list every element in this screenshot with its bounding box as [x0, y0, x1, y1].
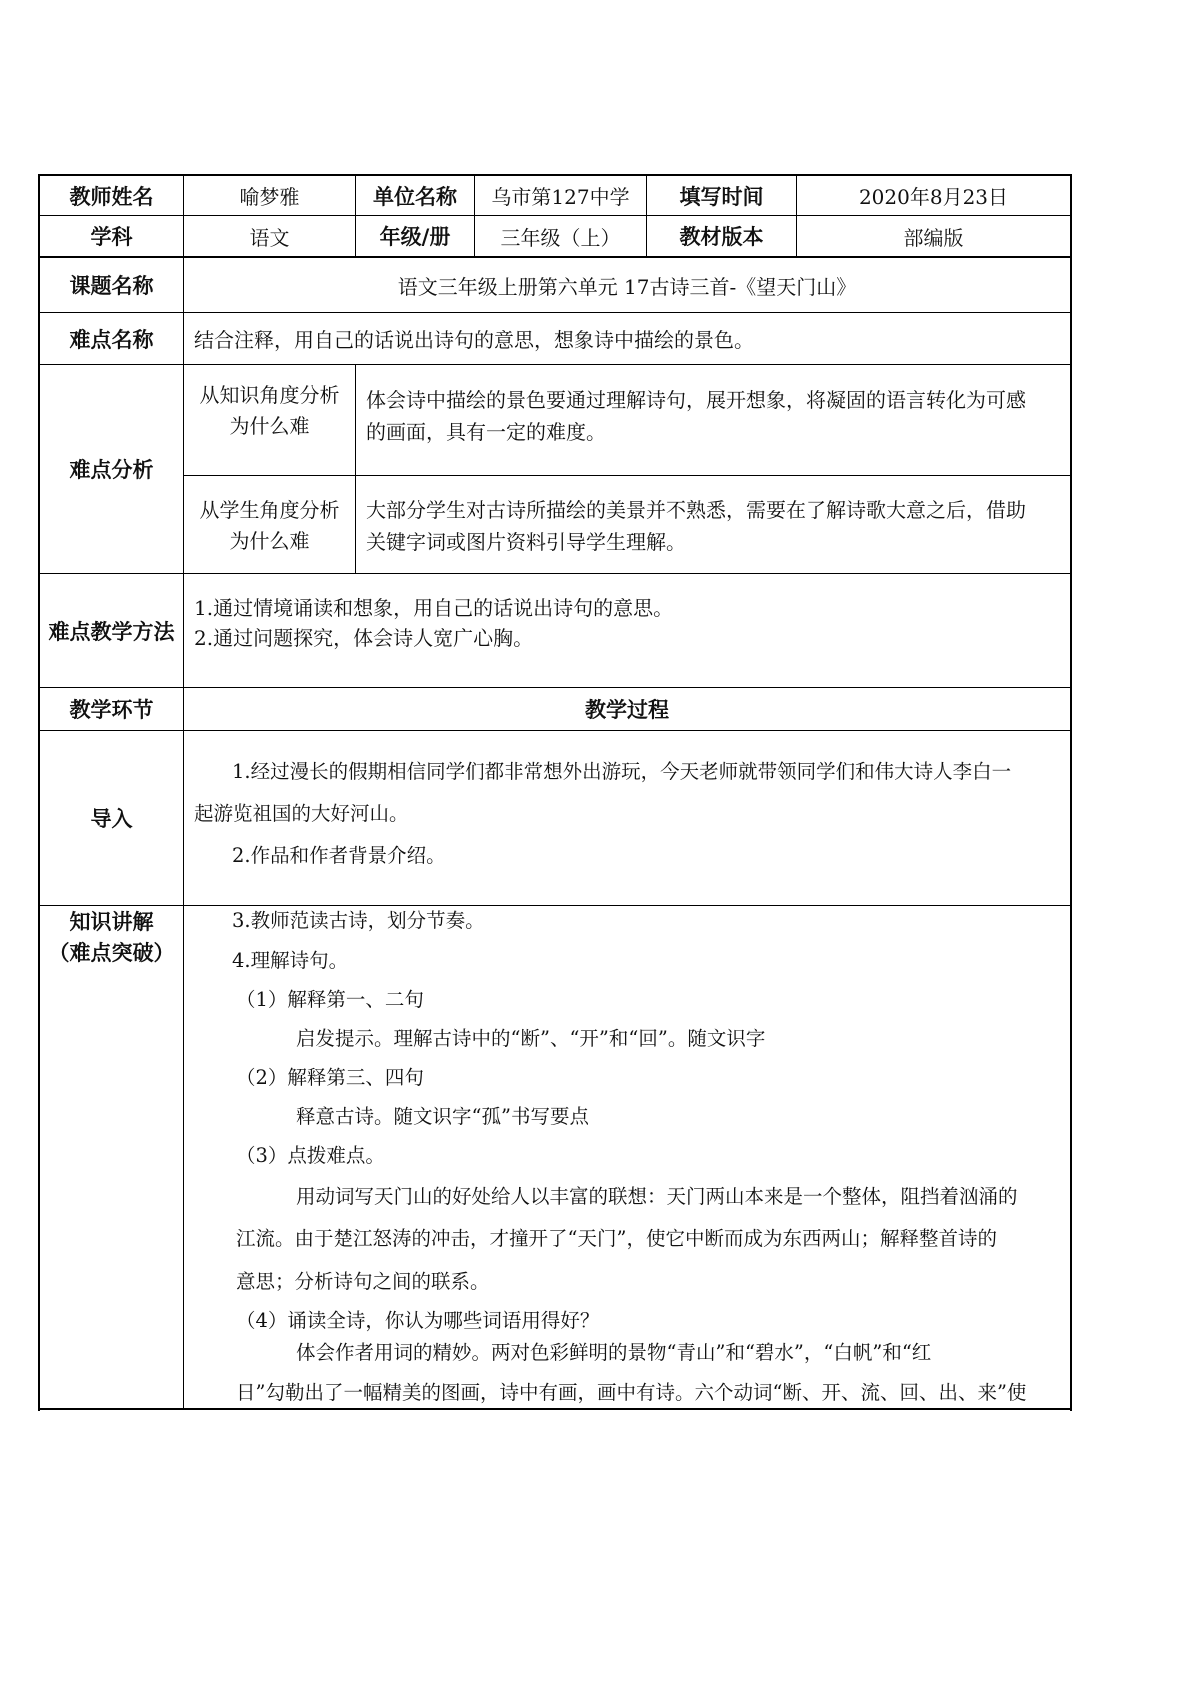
intro-line-2: 起游览祖国的大好河山。	[194, 802, 409, 825]
knowledge-explain-label	[40, 907, 183, 969]
knowledge-line-9: 江流。由于楚江怒涛的冲击，才撞开了“天门”，使它中断而成为东西两山；解释整首诗的	[236, 1227, 997, 1250]
knowledge-angle-line-1: 从知识角度分析	[199, 383, 340, 407]
topic-label: 课题名称	[69, 274, 154, 298]
knowledge-line-13: 日”勾勒出了一幅精美的图画，诗中有画，画中有诗。六个动词“断、开、流、回、出、来”使	[236, 1381, 1027, 1404]
knowledge-angle-text-line-2: 的画面，具有一定的难度。	[366, 420, 606, 444]
methods-list	[194, 593, 1064, 653]
subject-value: 语文	[249, 225, 290, 250]
knowledge-line-8: 用动词写天门山的好处给人以丰富的联想：天门两山本来是一个整体，阻挡着汹涌的	[296, 1185, 1018, 1208]
knowledge-line-7: （3）点拨难点。	[236, 1144, 385, 1167]
grade-value: 三年级（上）	[500, 225, 621, 250]
knowledge-line-3: （1）解释第一、二句	[236, 988, 424, 1011]
difficulty-label: 难点名称	[69, 327, 154, 352]
student-angle-line-1: 从学生角度分析	[199, 498, 340, 522]
unit-name-value: 乌市第127中学	[491, 185, 630, 209]
student-angle-text-line-2: 关键字词或图片资料引导学生理解。	[366, 530, 686, 554]
fill-time-label: 填写时间	[679, 184, 764, 209]
edition-label: 教材版本	[679, 225, 764, 249]
grade-label: 年级/册	[379, 225, 451, 249]
unit-name-label: 单位名称	[373, 184, 457, 209]
subject-label: 学科	[90, 225, 133, 249]
teacher-name-label: 教师姓名	[69, 184, 154, 209]
knowledge-line-6: 释意古诗。随文识字“孤”书写要点	[296, 1105, 589, 1128]
intro-line-3: 2.作品和作者背景介绍。	[232, 844, 446, 867]
knowledge-line-2: 4.理解诗句。	[232, 949, 349, 972]
knowledge-line-1: 3.教师范读古诗，划分节奏。	[232, 909, 485, 932]
analysis-label: 难点分析	[69, 458, 154, 482]
student-angle-text	[366, 494, 1066, 558]
knowledge-angle-text	[366, 384, 1066, 448]
fill-time-value: 2020年8月23日	[858, 185, 1009, 209]
knowledge-angle-label	[184, 380, 355, 442]
knowledge-line-5: （2）解释第三、四句	[236, 1066, 424, 1089]
knowledge-explain-label-line-2: （难点突破）	[48, 941, 175, 965]
student-angle-label	[184, 495, 355, 557]
difficulty-value: 结合注释，用自己的话说出诗句的意思，想象诗中描绘的景色。	[194, 328, 754, 352]
teacher-name-value: 喻梦雅	[239, 185, 300, 209]
method-item-2: 2.通过问题探究，体会诗人宽广心胸。	[194, 626, 534, 650]
knowledge-line-11: （4）诵读全诗，你认为哪些词语用得好？	[236, 1309, 600, 1332]
student-angle-text-line-1: 大部分学生对古诗所描绘的美景并不熟悉，需要在了解诗歌大意之后，借助	[366, 498, 1026, 522]
teaching-process-header: 教学过程	[585, 698, 669, 722]
teaching-step-header: 教学环节	[69, 698, 154, 722]
knowledge-explain-label-line-1: 知识讲解	[69, 910, 154, 934]
knowledge-angle-text-line-1: 体会诗中描绘的景色要通过理解诗句，展开想象，将凝固的语言转化为可感	[366, 388, 1026, 412]
knowledge-line-4: 启发提示。理解古诗中的“断”、“开”和“回”。随文识字	[296, 1027, 766, 1050]
knowledge-line-12: 体会作者用词的精妙。两对色彩鲜明的景物“青山”和“碧水”，“白帆”和“红	[296, 1341, 932, 1364]
topic-value: 语文三年级上册第六单元 17古诗三首-《望天门山》	[397, 274, 857, 299]
knowledge-angle-line-2: 为什么难	[229, 414, 310, 438]
intro-line-1: 1.经过漫长的假期相信同学们都非常想外出游玩，今天老师就带领同学们和伟大诗人李白一	[232, 760, 1012, 783]
knowledge-line-10: 意思；分析诗句之间的联系。	[236, 1270, 490, 1293]
student-angle-line-2: 为什么难	[229, 529, 310, 553]
method-item-1: 1.通过情境诵读和想象，用自己的话说出诗句的意思。	[194, 596, 674, 620]
intro-label: 导入	[90, 807, 133, 831]
edition-value: 部编版	[903, 225, 964, 250]
methods-label: 难点教学方法	[48, 619, 175, 644]
